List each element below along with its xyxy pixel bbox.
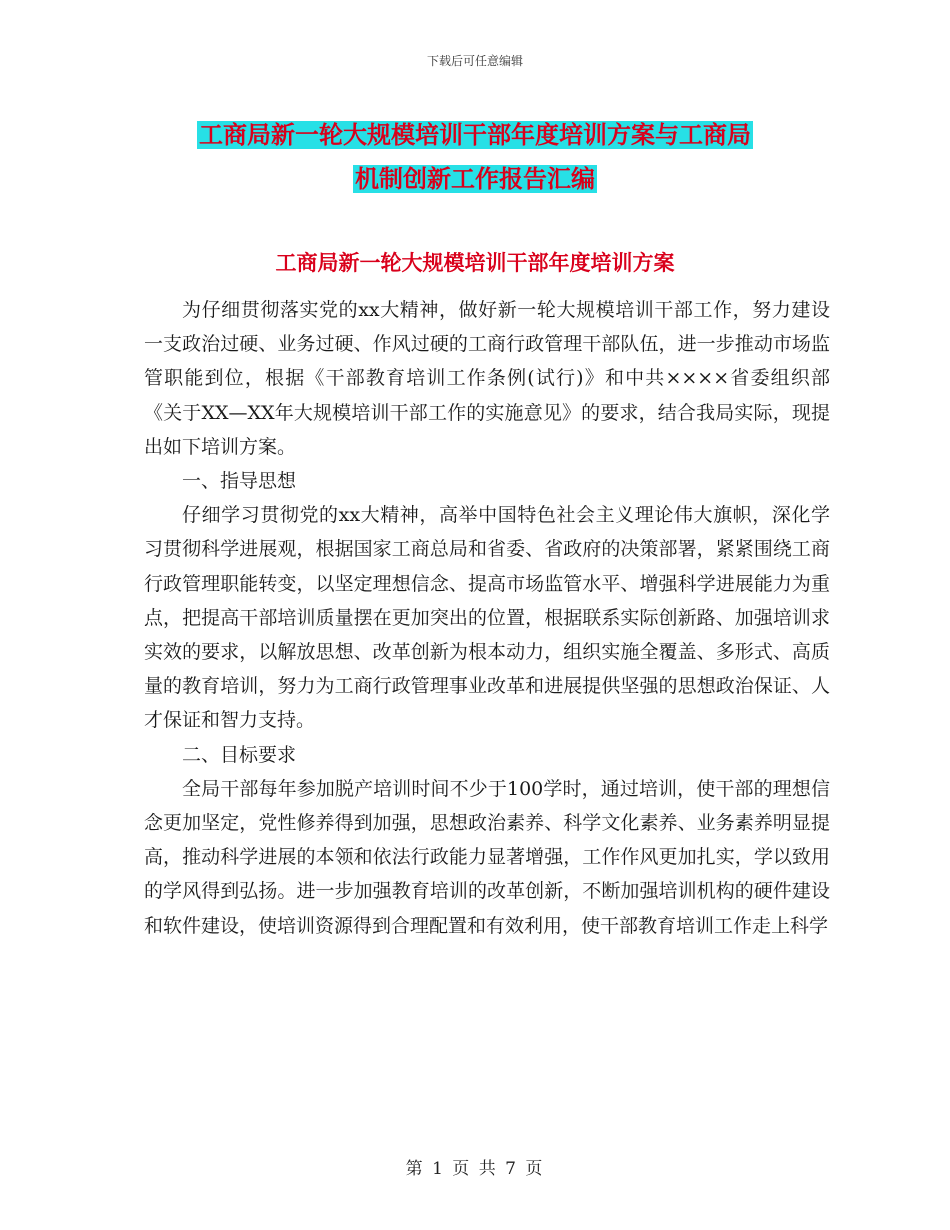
heading-objectives: 二、目标要求	[182, 743, 297, 766]
page-header-note: 下载后可任意编辑	[426, 54, 523, 68]
paragraph-guiding-ideology: 仔细学习贯彻党的xx大精神，高举中国特色社会主义理论伟大旗帜，深化学习贯彻科学进展观，根据国家工商总局和省委、省政府的决策部署，紧紧围绕工商行政管理职能转变，以坚定理想信念、提高市场监管水平、增强科学进展能力为重点，把提高干部培训质量摆在更加突出的位置，根据联系实际创新路、加强培训求实效的要求，以解放思想、改革创新为根本动力，组织实施全覆盖、多形式、高质量的教育培训，努力为工商行政管理事业改革和进展提供坚强的思想政治保证、人才保证和智力支持。	[144, 504, 830, 732]
document-title	[0, 113, 950, 201]
body-text	[144, 293, 830, 943]
document-title-line-2: 机制创新工作报告汇编	[355, 165, 595, 193]
document-title-line-1: 工商局新一轮大规模培训干部年度培训方案与工商局	[199, 121, 751, 149]
section-title: 工商局新一轮大规模培训干部年度培训方案	[275, 251, 675, 275]
paragraph-objectives: 全局干部每年参加脱产培训时间不少于100学时，通过培训，使干部的理想信念更加坚定，党性修养得到加强，思想政治素养、科学文化素养、业务素养明显提高，推动科学进展的本领和依法行政能力显著增强，工作作风更加扎实，学以致用的学风得到弘扬。进一步加强教育培训的改革创新，不断加强培训机构的硬件建设和软件建设，使培训资源得到合理配置和有效利用，使干部教育培训工作走上科学	[144, 777, 830, 937]
heading-guiding-ideology: 一、指导思想	[182, 470, 297, 493]
paragraph-intro: 为仔细贯彻落实党的xx大精神，做好新一轮大规模培训干部工作，努力建设一支政治过硬、业务过硬、作风过硬的工商行政管理干部队伍，进一步推动市场监管职能到位，根据《干部教育培训工作条例(试行)》和中共××××省委组织部《关于XX—XX年大规模培训干部工作的实施意见》的要求，结合我局实际，现提出如下培训方案。	[144, 299, 830, 458]
page-number-footer: 第 1 页 共 7 页	[405, 1159, 545, 1179]
